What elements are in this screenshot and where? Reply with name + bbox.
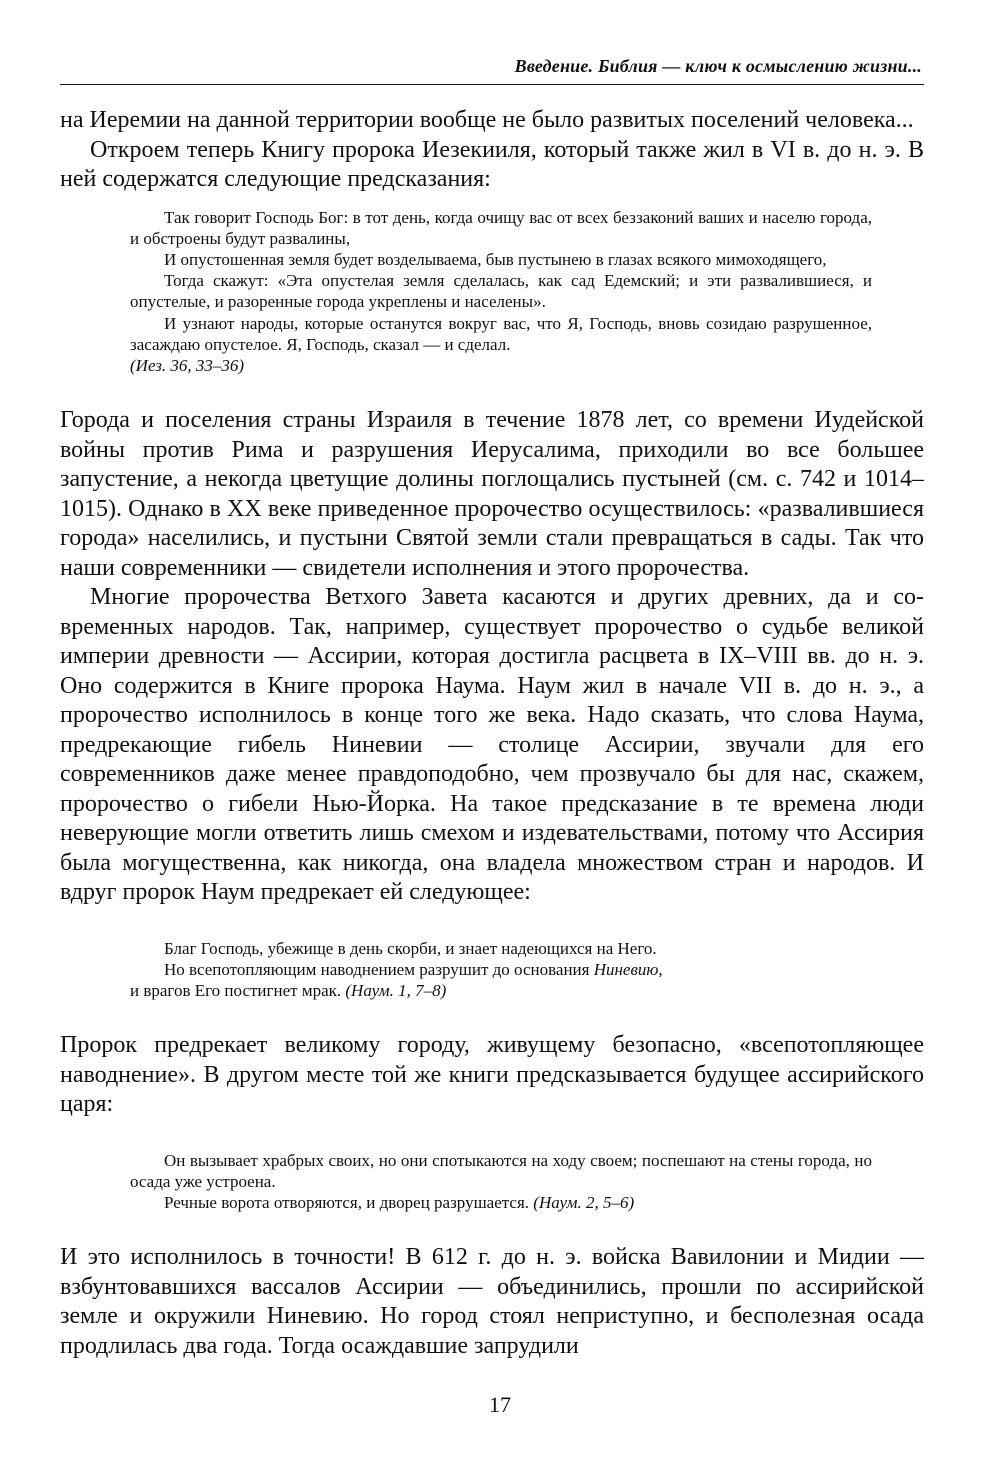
spacer: [60, 195, 924, 207]
paragraph-3: Города и поселения страны Израиля в течение 1878 лет, со времени Иудейской войны против Рима и разрушения Иерусалима, приходили во все большее запустение, а некогда цветущие долины поглощались пустыней (см. с. 742 и 1014–1015). Однако в XX веке приведенное пророчество осуществилось: «развалившиеся города» населились, и пустыни Святой земли стали превращаться в сады. Так что наши современники — свидетели исполнения и этого пророчества.: [60, 407, 924, 581]
quote-text: Но всепотопляющим наводнением разрушит до основания: [164, 959, 594, 979]
paragraph-4: Многие пророчества Ветхого Завета касаются и других древних, да и современных народов. Так, например, существует пророчество о судьбе великой империи древности — Ассирии, которая достигла расцвета в IX–VIII вв. до н. э. Оно содержится в Книге пророка Наума. Наум жил в начале VII в. до н. э., а пророчество исполнилось в конце того же века. Надо сказать, что слова Наума, предрекающие гибель Ниневии — столице Ассирии, звучали для его современников даже менее правдоподобно, чем прозвучало бы для нас, скажем, пророчество о гибели Нью-Йорка. На такое предсказание в те времена люди неверующие могли ответить лишь смехом и издевательствами, потому что Ассирия была могущественна, как никогда, она владела множеством стран и народов. И вдруг пророк Наум предрекает ей следующее:: [60, 584, 924, 906]
body-text: [60, 106, 924, 1361]
spacer: [60, 376, 924, 406]
spacer: [60, 1001, 924, 1031]
quote-text: и врагов Его постигнет мрак.: [130, 981, 342, 1001]
quote-line: [130, 959, 872, 980]
quote-nahum-1: [130, 938, 872, 1002]
quote-line: Тогда скажут: «Эта опустелая земля сделалась, как сад Едемский; и эти развалившиеся, и опустелые, и разоренные города укреплены и населены».: [130, 271, 872, 312]
header-rule: [60, 84, 924, 85]
quote-line: Так говорит Господь Бог: в тот день, когда очищу вас от всех беззаконий ваших и населю города, и обстроены будут развалины,: [130, 207, 872, 248]
quote-citation: (Иез. 36, 33–36): [130, 355, 245, 375]
paragraph-2: Откроем теперь Книгу пророка Иезекииля, который также жил в VI в. до н. э. В ней содержатся следующие предсказания:: [60, 136, 924, 192]
quote-line: Он вызывает храбрых своих, но они спотыкаются на ходу своем; поспешают на стены города, но осада уже устроена.: [130, 1150, 872, 1191]
spacer: [60, 1213, 924, 1243]
page-number: 17: [489, 1392, 511, 1417]
quote-ezekiel: [130, 207, 872, 377]
quote-line: [130, 980, 872, 1001]
paragraph-6: И это исполнилось в точности! В 612 г. до н. э. войска Вавилонии и Мидии — взбунтовавшихся вассалов Ассирии — объединились, прошли по ассирийской земле и окружили Ниневию. Но город стоял неприступно, и бесполезная осада продлилась два года. Тогда осаждавшие запрудили: [60, 1244, 924, 1359]
quote-line: Благ Господь, убежище в день скорби, и знает надеющихся на Него.: [164, 938, 657, 958]
quote-line: [130, 1192, 872, 1213]
quote-line: И узнают народы, которые останутся вокруг вас, что Я, Господь, вновь созидаю разрушенное, засаждаю опустелое. Я, Господь, сказал — и сделал.: [130, 313, 872, 354]
running-header: Введение. Библия — ключ к осмыслению жизни...: [514, 56, 922, 76]
quote-text: Речные ворота отворяются, и дворец разрушается.: [164, 1193, 530, 1213]
quote-citation-line: [130, 355, 872, 376]
quote-line: И опустошенная земля будет возделываема, быв пустынею в глазах всякого мимоходящего,: [164, 249, 827, 269]
quote-citation: (Наум. 2, 5–6): [533, 1193, 635, 1213]
paragraph-5: Пророк предрекает великому городу, живущему безопасно, «всепотопляющее наводнение». В другом месте той же книги предсказывается будущее ассирийского царя:: [60, 1032, 924, 1118]
quote-emphasis: Ниневию,: [593, 959, 663, 979]
quote-citation: (Наум. 1, 7–8): [345, 981, 447, 1001]
paragraph-1: на Иеремии на данной территории вообще не было развитых поселений человека...: [60, 107, 914, 133]
quote-nahum-2: [130, 1150, 872, 1214]
spacer: [60, 908, 924, 938]
spacer: [60, 1120, 924, 1150]
